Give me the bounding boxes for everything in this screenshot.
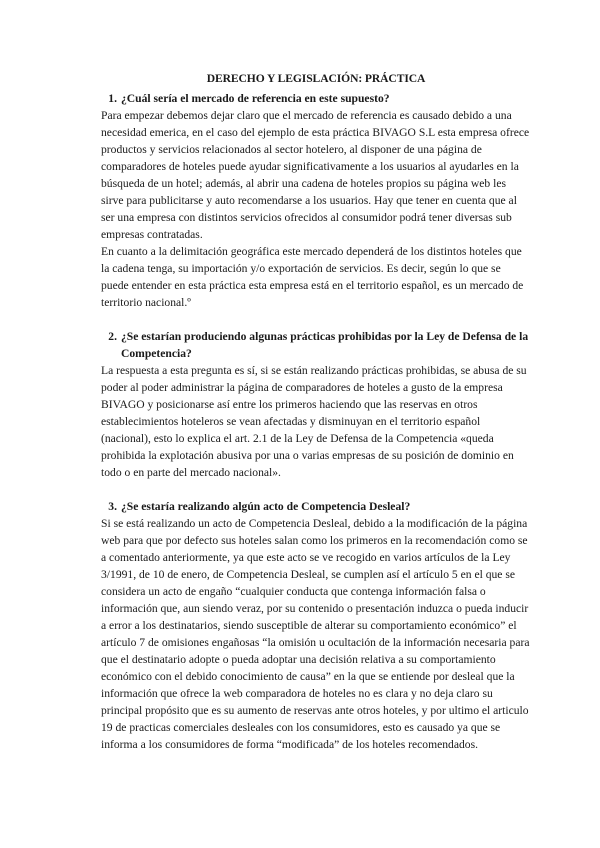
section-2-heading-text: ¿Se estarían produciendo algunas prácticas prohibidas por la Ley de Defensa de la Competencia? <box>121 330 529 360</box>
section-3-number: 3. <box>108 500 117 513</box>
section-2-heading <box>101 328 531 362</box>
section-1-paragraph-2: En cuanto a la delimitación geográfica este mercado dependerá de los distintos hoteles que la cadena tenga, su importación y/o exportación de servicios. Es decir, según lo que se puede entender en esta práctica esta empresa está en el territorio español, es un mercado de territorio nacional.º <box>101 245 524 309</box>
section-3-paragraph-1: Si se está realizando un acto de Competencia Desleal, debido a la modificación de la página web para que por defecto sus hoteles salan como los primeros en la recomendación como se a comentado anteriormente, ya que este acto se ve recogido en varios artículos de la Ley 3/1991, de 10 de enero, de Competencia Desleal, se cumplen así el artículo 5 en el que se considera un acto de engaño “cualquier conducta que contenga información falsa o información que, aun siendo veraz, por su contenido o presentación induzca o pueda inducir a error a los destinatarios, siendo susceptible de alterar su comportamiento económico” el artículo 7 de omisiones engañosas “la omisión u ocultación de la información necesaria para que el destinatario adopte o pueda adoptar una decisión relativa a su comportamiento económico con el debido conocimiento de causa” en la que se entiende por desleal que la información que ofrece la web comparadora de hoteles no es clara y no deja claro su principal propósito que es su aumento de reservas ante otros hoteles, y por ultimo el articulo 19 de practicas comerciales desleales con los consumidores, esto es causado ya que se informa a los consumidores de forma “modificada” de los hoteles recomendados. <box>101 517 530 751</box>
section-1-number: 1. <box>108 92 117 105</box>
section-1-heading-text: ¿Cuál sería el mercado de referencia en este supuesto? <box>121 92 390 105</box>
spacer <box>101 311 531 328</box>
section-1-paragraph-1: Para empezar debemos dejar claro que el mercado de referencia es causado debido a una necesidad emerica, en el caso del ejemplo de esta práctica BIVAGO S.L esta empresa ofrece productos y servicios relacionados al sector hotelero, al disponer de una página de comparadores de hoteles puede ayudar significativamente a los usuarios al ayudarles en la búsqueda de un hotel; además, al abrir una cadena de hoteles propios su página web les sirve para publicitarse y auto recomendarse a los usuarios. Hay que tener en cuenta que al ser una empresa con distintos servicios ofrecidos al consumidor podrá tener diversas sub empresas contratadas. <box>101 109 530 241</box>
section-1-heading <box>101 90 531 107</box>
section-3-heading-text: ¿Se estaría realizando algún acto de Competencia Desleal? <box>121 500 411 513</box>
spacer <box>101 481 531 498</box>
section-2-paragraph-1: La respuesta a esta pregunta es sí, si se están realizando prácticas prohibidas, se abusa de su poder al poder administrar la página de comparadores de hoteles a gusto de la empresa BIVAGO y posicionarse así entre los primeros haciendo que las reservas en otros establecimientos hoteleros se vean afectadas y disminuyan en el territorio español (nacional), esto lo explica el art. 2.1 de la Ley de Defensa de la Competencia «queda prohibida la explotación abusiva por una o varias empresas de su posición de dominio en todo o en parte del mercado nacional». <box>101 364 527 479</box>
section-2-number: 2. <box>108 330 117 343</box>
document-page <box>101 70 531 753</box>
section-3-heading <box>101 498 531 515</box>
document-title: DERECHO Y LEGISLACIÓN: PRÁCTICA <box>206 72 426 85</box>
